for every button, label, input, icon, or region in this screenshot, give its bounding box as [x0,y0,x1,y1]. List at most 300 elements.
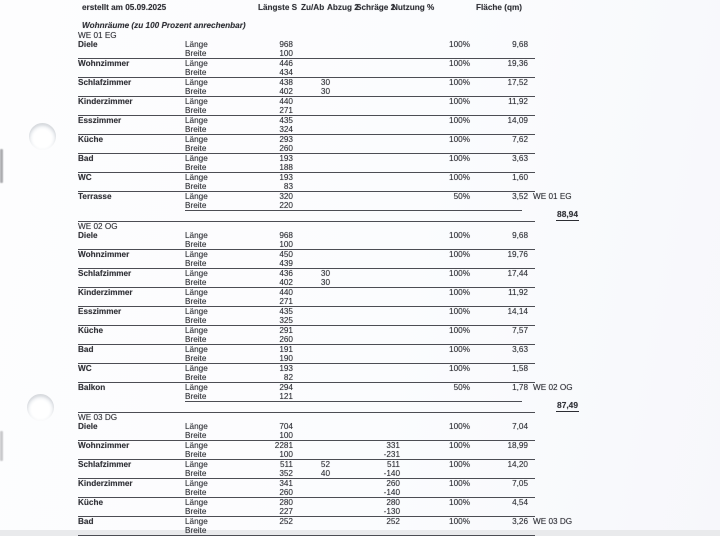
punch-hole-bottom [27,394,54,421]
nutzung-value: 100% [449,460,470,469]
measure-label: Breite [185,450,207,459]
table-row [78,192,572,211]
zu-ab-value [293,173,330,182]
zu-ab-value [293,125,330,134]
nutzung-value [400,201,470,210]
flaeche-value [470,240,528,249]
nutzung-value [400,68,470,77]
schraege-2-value: 331 [386,441,400,450]
flaeche-value [470,278,528,287]
zu-ab-value [293,422,330,431]
schraege-2-value [330,154,400,163]
nutzung-value: 100% [449,231,470,240]
nutzung-value: 100% [449,479,470,488]
schraege-2-value: -140 [383,488,400,497]
room-name: Küche [78,135,104,144]
schraege-2-value [330,326,400,335]
laengste-s-value: 191 [279,345,293,354]
laengste-s-value: 968 [279,40,293,49]
schraege-2-value [330,422,400,431]
laengste-s-value: 193 [279,364,293,373]
measure-label: Breite [185,507,207,516]
schraege-2-value [330,431,400,440]
laengste-s-value: 280 [279,498,293,507]
laengste-s-value: 188 [279,163,293,172]
measure-label: Breite [185,87,207,96]
laengste-s-value: 82 [283,373,293,382]
measure-label: Breite [185,297,207,306]
laengste-s-value: 100 [279,431,293,440]
flaeche-value [470,373,528,382]
zu-ab-value [293,316,330,325]
zu-ab-value [293,192,330,201]
nutzung-value: 100% [449,364,470,373]
column-header-flaeche: Fläche (qm) [476,3,522,12]
flaeche-value [470,182,528,191]
room-name: Kinderzimmer [78,479,133,488]
room-name: Schlafzimmer [78,460,132,469]
measure-label: Länge [185,269,208,278]
schraege-2-value [330,288,400,297]
laengste-s-value: 446 [279,59,293,68]
room-name: WC [78,173,92,182]
flaeche-value: 11,92 [508,288,528,297]
nutzung-value: 50% [453,383,470,392]
measure-label: Breite [185,144,207,153]
laengste-s-value: 450 [279,250,293,259]
nutzung-value [400,469,470,478]
schraege-2-value [330,354,400,363]
flaeche-value: 7,57 [512,326,528,335]
zu-ab-value [293,154,330,163]
laengste-s-value: 190 [279,354,293,363]
laengste-s-value: 436 [279,269,293,278]
zu-ab-value [293,201,330,210]
schraege-2-value: -140 [383,469,400,478]
schraege-2-value: -130 [383,507,400,516]
schraege-2-value [330,269,400,278]
scan-edge-mark [0,149,3,183]
zu-ab-value [293,297,330,306]
zu-ab-value [293,450,330,459]
table-row [78,345,535,364]
nutzung-value [400,431,470,440]
laengste-s-value [245,526,293,535]
schraege-2-value [330,78,400,87]
nutzung-value: 100% [449,288,470,297]
laengste-s-value: 220 [279,201,293,210]
measure-label: Breite [185,469,207,478]
schraege-2-value [330,59,400,68]
schraege-2-value [330,201,400,210]
nutzung-value: 100% [449,326,470,335]
section-label: WE 02 OG [78,222,118,231]
zu-ab-value [293,383,330,392]
zu-ab-value: 30 [320,78,330,87]
laengste-s-value: 402 [279,87,293,96]
flaeche-value: 1,78 [512,383,528,392]
measure-label: Länge [185,441,208,450]
laengste-s-value: 83 [283,182,293,191]
laengste-s-value: 260 [279,335,293,344]
schraege-2-value [330,68,400,77]
measure-label: Länge [185,288,208,297]
schraege-2-value [330,392,400,401]
table-row [78,250,535,269]
measure-label: Länge [185,59,208,68]
measure-label: Breite [185,201,207,210]
schraege-2-value [330,87,400,96]
laengste-s-value: 291 [279,326,293,335]
column-header-nutzung: Nutzung % [392,3,435,12]
flaeche-value: 7,04 [512,422,528,431]
nutzung-value: 100% [449,97,470,106]
schraege-2-value [330,307,400,316]
laengste-s-value: 440 [279,97,293,106]
schraege-2-value [330,144,400,153]
laengste-s-value: 252 [279,517,293,526]
nutzung-value [400,488,470,497]
nutzung-value: 100% [449,59,470,68]
zu-ab-value [293,488,330,497]
flaeche-value [470,259,528,268]
nutzung-value [400,240,470,249]
zu-ab-value: 52 [320,460,330,469]
room-name: Kinderzimmer [78,288,133,297]
flaeche-value [470,68,528,77]
section-marker-label: WE 03 DG [533,517,573,526]
laengste-s-value: 435 [279,116,293,125]
table-row [78,269,535,288]
table-row [78,517,573,536]
room-name: Esszimmer [78,307,122,316]
document-title: Wohnräume (zu 100 Prozent anrechenbar) [82,21,246,30]
room-name: Bad [78,154,94,163]
zu-ab-value [293,307,330,316]
nutzung-value: 100% [449,173,470,182]
zu-ab-value [293,498,330,507]
room-name: Schlafzimmer [78,78,132,87]
schraege-2-value [330,240,400,249]
table-row [78,307,535,326]
flaeche-value [470,507,528,516]
laengste-s-value: 439 [279,259,293,268]
nutzung-value: 100% [449,269,470,278]
flaeche-value [470,297,528,306]
measure-label: Länge [185,345,208,354]
zu-ab-value [293,392,330,401]
nutzung-value: 100% [449,422,470,431]
room-name: Terrasse [78,192,112,201]
measure-label: Breite [185,354,207,363]
zu-ab-value [293,59,330,68]
laengste-s-value: 293 [279,135,293,144]
schraege-2-value [330,345,400,354]
laengste-s-value: 100 [279,240,293,249]
laengste-s-value: 100 [279,450,293,459]
laengste-s-value: 438 [279,78,293,87]
table-row [78,422,535,441]
nutzung-value: 100% [449,78,470,87]
nutzung-value [400,259,470,268]
measure-label: Länge [185,78,208,87]
room-name: Küche [78,326,104,335]
measure-label: Länge [185,498,208,507]
flaeche-value: 9,68 [512,231,528,240]
created-date-label: erstellt am 05.09.2025 [82,3,167,12]
laengste-s-value: 968 [279,231,293,240]
zu-ab-value: 30 [320,87,330,96]
flaeche-value [470,335,528,344]
column-header-abzug-2: Abzug 2 [327,3,359,12]
room-name: Wohnzimmer [78,250,130,259]
laengste-s-value: 434 [279,68,293,77]
schraege-2-value [330,97,400,106]
zu-ab-value [293,68,330,77]
laengste-s-value: 193 [279,173,293,182]
laengste-s-value: 704 [279,422,293,431]
schraege-2-value: -231 [383,450,400,459]
scan-edge-mark [0,431,3,461]
zu-ab-value: 30 [320,269,330,278]
measure-label: Breite [185,373,207,382]
flaeche-value: 3,52 [512,192,528,201]
laengste-s-value: 2281 [274,441,293,450]
table-row [78,97,535,116]
measure-label: Länge [185,307,208,316]
laengste-s-value: 341 [279,479,293,488]
measure-label: Länge [185,116,208,125]
nutzung-value [400,316,470,325]
flaeche-value [470,125,528,134]
schraege-2-value: 260 [386,479,400,488]
schraege-2-value [330,316,400,325]
zu-ab-value [293,240,330,249]
flaeche-value: 14,09 [507,116,528,125]
zu-ab-value [293,326,330,335]
measure-label: Breite [185,240,207,249]
measure-label: Länge [185,40,208,49]
section-label: WE 03 DG [78,413,118,422]
flaeche-value [470,87,528,96]
schraege-2-value [330,250,400,259]
nutzung-value: 100% [449,345,470,354]
schraege-2-value [330,526,400,535]
room-name: Wohnzimmer [78,59,130,68]
flaeche-value: 18,99 [507,441,528,450]
nutzung-value: 100% [449,135,470,144]
zu-ab-value [293,354,330,363]
zu-ab-value [293,288,330,297]
zu-ab-value [293,144,330,153]
schraege-2-value [330,335,400,344]
flaeche-value [470,450,528,459]
measure-label: Breite [185,125,207,134]
nutzung-value: 100% [449,498,470,507]
measure-label: Länge [185,154,208,163]
flaeche-value [470,201,528,210]
nutzung-value [400,87,470,96]
measure-label: Breite [185,526,207,535]
measure-label: Breite [185,316,207,325]
zu-ab-value [293,431,330,440]
zu-ab-value [293,163,330,172]
schraege-2-value [330,383,400,392]
schraege-2-value [330,125,400,134]
measure-label: Länge [185,135,208,144]
table-row [78,154,535,173]
nutzung-value [400,297,470,306]
zu-ab-value [293,231,330,240]
table-row [78,173,535,192]
flaeche-value [470,392,528,401]
nutzung-value: 50% [453,192,470,201]
flaeche-value: 3,63 [512,154,528,163]
measure-label: Länge [185,97,208,106]
schraege-2-value [330,297,400,306]
table-row [78,116,535,135]
room-name: Diele [78,40,98,49]
section-total-row [78,209,578,222]
zu-ab-value [293,364,330,373]
section-total-row [78,400,578,413]
measure-label: Breite [185,259,207,268]
zu-ab-value [293,135,330,144]
flaeche-value [470,431,528,440]
schraege-2-value [330,135,400,144]
measure-label: Breite [185,163,207,172]
nutzung-value: 100% [449,307,470,316]
measure-label: Länge [185,364,208,373]
schraege-2-value [330,106,400,115]
flaeche-value [470,163,528,172]
laengste-s-value: 435 [279,307,293,316]
nutzung-value: 100% [449,154,470,163]
laengste-s-value: 227 [279,507,293,516]
zu-ab-value [293,106,330,115]
flaeche-value [470,469,528,478]
measure-label: Breite [185,182,207,191]
table-row [78,135,535,154]
measure-label: Breite [185,68,207,77]
column-header-laengste-s: Längste S [258,3,298,12]
punch-hole-top [29,123,56,150]
schraege-2-value [330,116,400,125]
zu-ab-value [293,259,330,268]
zu-ab-value [293,517,330,526]
measure-label: Breite [185,278,207,287]
laengste-s-value: 352 [279,469,293,478]
table-row [78,498,535,517]
nutzung-value: 100% [449,250,470,259]
room-name: Schlafzimmer [78,269,132,278]
zu-ab-value [293,49,330,58]
measure-label: Breite [185,488,207,497]
nutzung-value [400,392,470,401]
laengste-s-value: 100 [279,49,293,58]
table-row [78,231,535,250]
table-row [78,479,535,498]
flaeche-value: 19,76 [507,250,528,259]
table-row [78,364,535,383]
schraege-2-value [330,173,400,182]
table-row [78,78,535,97]
flaeche-value: 3,63 [512,345,528,354]
zu-ab-value [293,182,330,191]
flaeche-value: 7,62 [512,135,528,144]
room-name: Diele [78,231,98,240]
table-row [78,383,573,402]
flaeche-value [470,144,528,153]
laengste-s-value: 193 [279,154,293,163]
nutzung-value [400,163,470,172]
schraege-2-value: 280 [386,498,400,507]
measure-label: Länge [185,517,208,526]
schraege-2-value [330,373,400,382]
zu-ab-value [293,345,330,354]
measure-label: Länge [185,173,208,182]
flaeche-value: 4,54 [512,498,528,507]
table-header-row [0,3,720,13]
table-row [78,326,535,345]
measure-label: Breite [185,106,207,115]
schraege-2-value [330,40,400,49]
nutzung-value [400,450,470,459]
nutzung-value: 100% [449,517,470,526]
laengste-s-value: 402 [279,278,293,287]
laengste-s-value: 440 [279,288,293,297]
flaeche-value: 17,44 [507,269,528,278]
zu-ab-value [293,40,330,49]
zu-ab-value: 30 [320,278,330,287]
zu-ab-value [293,335,330,344]
flaeche-value: 9,68 [512,40,528,49]
laengste-s-value: 271 [279,297,293,306]
schraege-2-value [330,259,400,268]
table-row [78,288,535,307]
room-name: Esszimmer [78,116,122,125]
section-total-value: 87,49 [557,400,578,410]
measure-label: Länge [185,479,208,488]
flaeche-value: 3,26 [512,517,528,526]
laengste-s-value: 294 [279,383,293,392]
nutzung-value [400,106,470,115]
nutzung-value [400,354,470,363]
section-marker-label: WE 01 EG [533,192,572,201]
laengste-s-value: 121 [279,392,293,401]
nutzung-value [400,526,470,535]
schraege-2-value [330,163,400,172]
laengste-s-value: 320 [279,192,293,201]
schraege-2-value [330,278,400,287]
schraege-2-value [330,231,400,240]
measure-label: Länge [185,250,208,259]
schraege-2-value: 511 [386,460,400,469]
section-total-value: 88,94 [557,209,578,219]
room-name: Balkon [78,383,106,392]
table-row [78,40,535,59]
room-name: Wohnzimmer [78,441,130,450]
zu-ab-value [293,250,330,259]
zu-ab-value [293,507,330,516]
flaeche-value [470,526,528,535]
zu-ab-value [293,97,330,106]
laengste-s-value: 325 [279,316,293,325]
measure-label: Länge [185,383,208,392]
laengste-s-value: 260 [279,144,293,153]
nutzung-value [400,49,470,58]
room-name: Kinderzimmer [78,97,133,106]
